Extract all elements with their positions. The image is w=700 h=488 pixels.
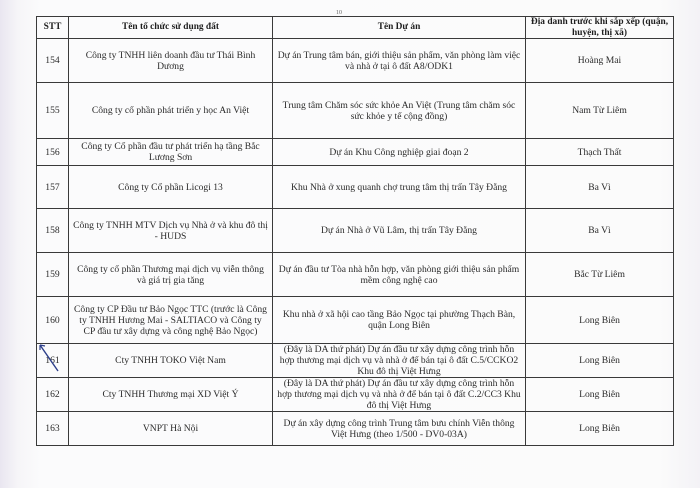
cell-stt: 163: [37, 412, 69, 446]
table-row: [37, 412, 674, 446]
cell-org: Cty TNHH TOKO Việt Nam: [69, 344, 273, 378]
cell-stt: 158: [37, 209, 69, 253]
table-row: [37, 83, 674, 139]
header-location: Địa danh trước khi sắp xếp (quận, huyện, thị xã): [526, 17, 674, 39]
cell-project: Trung tâm Chăm sóc sức khỏe An Việt (Trung tâm chăm sóc sức khỏe y tế cộng đồng): [273, 83, 526, 139]
table-row: [37, 378, 674, 412]
cell-location: Long Biên: [526, 378, 674, 412]
table-row: [37, 253, 674, 297]
cell-location: Bắc Từ Liêm: [526, 253, 674, 297]
cell-location: Ba Vì: [526, 166, 674, 209]
cell-org: Công ty Cổ phần Licogi 13: [69, 166, 273, 209]
cell-org: Công ty Cổ phần đầu tư phát triển hạ tầng Bắc Lương Sơn: [69, 139, 273, 166]
cell-org: Công ty cổ phần Thương mại dịch vụ viễn thông và giá trị gia tăng: [69, 253, 273, 297]
cell-location: Thạch Thất: [526, 139, 674, 166]
table-header-row: [37, 17, 674, 39]
cell-location: Long Biên: [526, 297, 674, 344]
cell-location: Long Biên: [526, 344, 674, 378]
cell-org: Cty TNHH Thương mại XD Việt Ý: [69, 378, 273, 412]
cell-project: (Đây là DA thứ phát) Dự án đầu tư xây dựng công trình hỗn hợp thương mại dịch vụ và nhà ở để bán tại ô đất C.5/CCKO2 Khu đô thị Việt Hưng: [273, 344, 526, 378]
land-use-table: [36, 16, 674, 446]
table-row: [37, 344, 674, 378]
header-stt: STT: [37, 17, 69, 39]
cell-project: Khu nhà ở xã hội cao tầng Bảo Ngọc tại phường Thạch Bàn, quận Long Biên: [273, 297, 526, 344]
table-row: [37, 166, 674, 209]
cell-org: Công ty cổ phần phát triển y học An Việt: [69, 83, 273, 139]
cell-stt: 160: [37, 297, 69, 344]
header-project: Tên Dự án: [273, 17, 526, 39]
cell-stt: 157: [37, 166, 69, 209]
page-number: 10: [336, 10, 342, 16]
table-row: [37, 209, 674, 253]
cell-org: Công ty TNHH liên doanh đầu tư Thái Bình Dương: [69, 39, 273, 83]
cell-project: Dự án Khu Công nghiệp giai đoạn 2: [273, 139, 526, 166]
cell-stt: 161: [37, 344, 69, 378]
cell-org: Công ty TNHH MTV Dịch vụ Nhà ở và khu đô thị - HUDS: [69, 209, 273, 253]
cell-stt: 155: [37, 83, 69, 139]
cell-project: Dự án đầu tư Tòa nhà hỗn hợp, văn phòng giới thiệu sản phẩm mềm công nghệ cao: [273, 253, 526, 297]
cell-project: Khu Nhà ở xung quanh chợ trung tâm thị trấn Tây Đằng: [273, 166, 526, 209]
cell-location: Ba Vì: [526, 209, 674, 253]
cell-stt: 159: [37, 253, 69, 297]
header-org: Tên tổ chức sử dụng đất: [69, 17, 273, 39]
table-row: [37, 39, 674, 83]
table-row: [37, 297, 674, 344]
cell-project: (Đây là DA thứ phát) Dự án đầu tư xây dựng công trình hỗn hợp thương mại dịch vụ và nhà ở để bán tại ô đất C.2/CC3 Khu đô thị Việt Hưng: [273, 378, 526, 412]
cell-stt: 154: [37, 39, 69, 83]
cell-stt: 162: [37, 378, 69, 412]
cell-org: Công ty CP Đầu tư Bảo Ngọc TTC (trước là Công ty TNHH Hương Mai - SALTIACO và Công ty CP đầu tư xây dựng và công nghệ Bảo Ngọc): [69, 297, 273, 344]
cell-project: Dự án Nhà ở Vũ Lâm, thị trấn Tây Đằng: [273, 209, 526, 253]
cell-org: VNPT Hà Nội: [69, 412, 273, 446]
cell-project: Dự án xây dựng công trình Trung tâm bưu chính Viễn thông Việt Hưng (theo 1/500 - DV0-03A): [273, 412, 526, 446]
cell-location: Long Biên: [526, 412, 674, 446]
cell-location: Nam Từ Liêm: [526, 83, 674, 139]
cell-stt: 156: [37, 139, 69, 166]
cell-project: Dự án Trung tâm bán, giới thiệu sản phẩm, văn phòng làm việc và nhà ở tại ô đất A8/ODK1: [273, 39, 526, 83]
cell-location: Hoàng Mai: [526, 39, 674, 83]
table-row: [37, 139, 674, 166]
